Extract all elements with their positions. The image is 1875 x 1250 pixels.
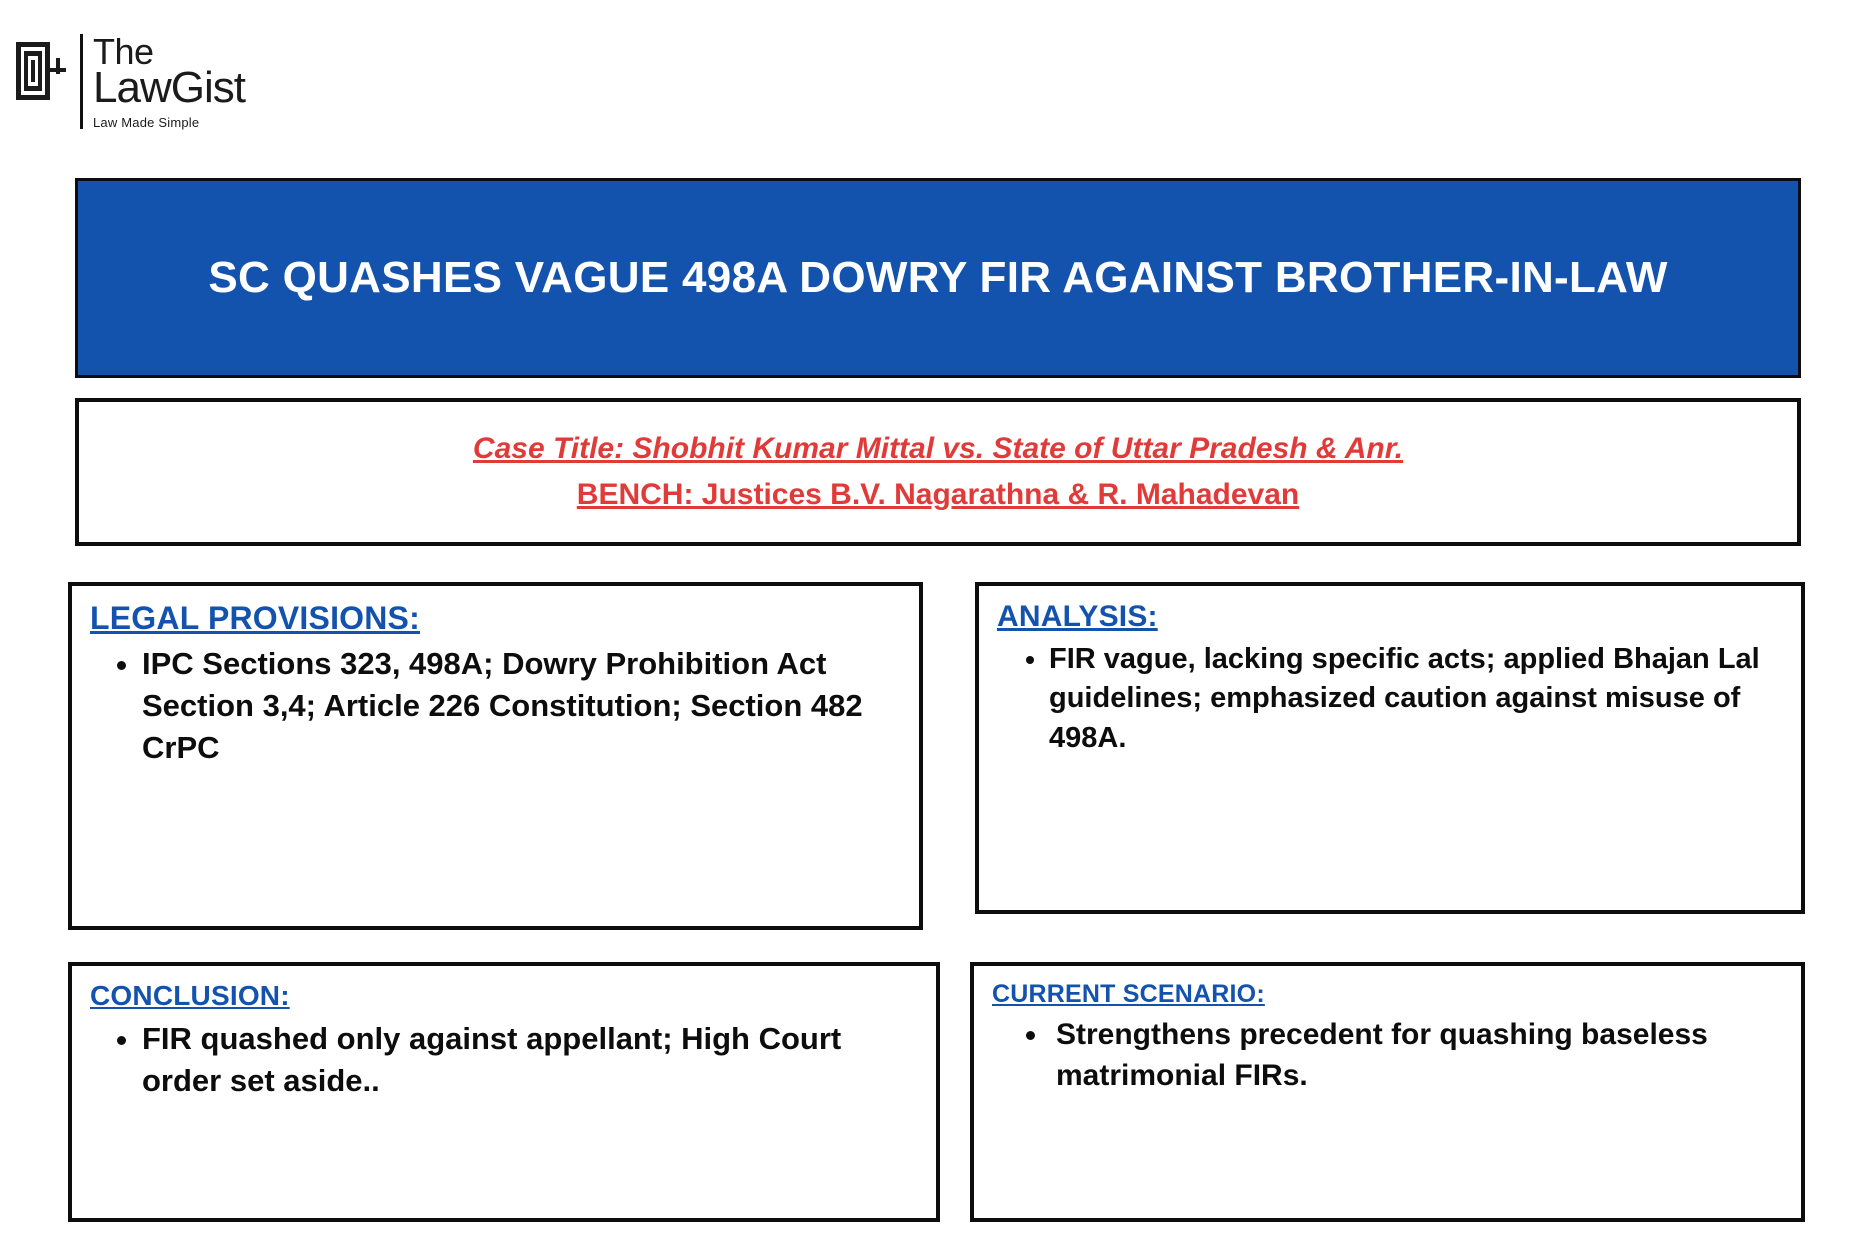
brand-tagline: Law Made Simple [93, 115, 200, 130]
current-scenario-list [992, 1015, 1783, 1097]
card-conclusion [68, 962, 940, 1222]
case-info-box [75, 398, 1801, 546]
case-title: Case Title: Shobhit Kumar Mittal vs. State of Uttar Pradesh & Anr. [472, 431, 1404, 465]
legal-provisions-heading: LEGAL PROVISIONS: [90, 600, 420, 636]
current-scenario-heading: CURRENT SCENARIO: [992, 980, 1265, 1008]
list-item: • FIR vague, lacking specific acts; applied Bhajan Lal guidelines; emphasized caution against misuse of 498A. [1049, 640, 1783, 758]
title-banner [75, 178, 1801, 378]
open-book-icon [12, 34, 74, 112]
brand-name-line2: LawGist [93, 63, 245, 112]
analysis-heading: ANALYSIS: [997, 600, 1158, 633]
card-current-scenario [970, 962, 1805, 1222]
brand-logo [12, 31, 245, 130]
page-title: SC QUASHES VAGUE 498A DOWRY FIR AGAINST BROTHER-IN-LAW [208, 253, 1668, 303]
legal-provisions-list [90, 643, 901, 769]
card-analysis [975, 582, 1805, 914]
card-legal-provisions [68, 582, 923, 930]
list-item: • FIR quashed only against appellant; High Court order set aside.. [142, 1018, 918, 1102]
list-item: • Strengthens precedent for quashing baseless matrimonial FIRs. [1050, 1015, 1783, 1097]
brand-wordmark [80, 31, 245, 130]
conclusion-list [90, 1018, 918, 1102]
case-bench: BENCH: Justices B.V. Nagarathna & R. Mahadevan [576, 478, 1300, 511]
analysis-list [997, 640, 1783, 758]
brand-name-line1: The [93, 31, 154, 72]
conclusion-heading: CONCLUSION: [90, 980, 290, 1011]
list-item: • IPC Sections 323, 498A; Dowry Prohibition Act Section 3,4; Article 226 Constitution; Section 482 CrPC [142, 643, 901, 769]
